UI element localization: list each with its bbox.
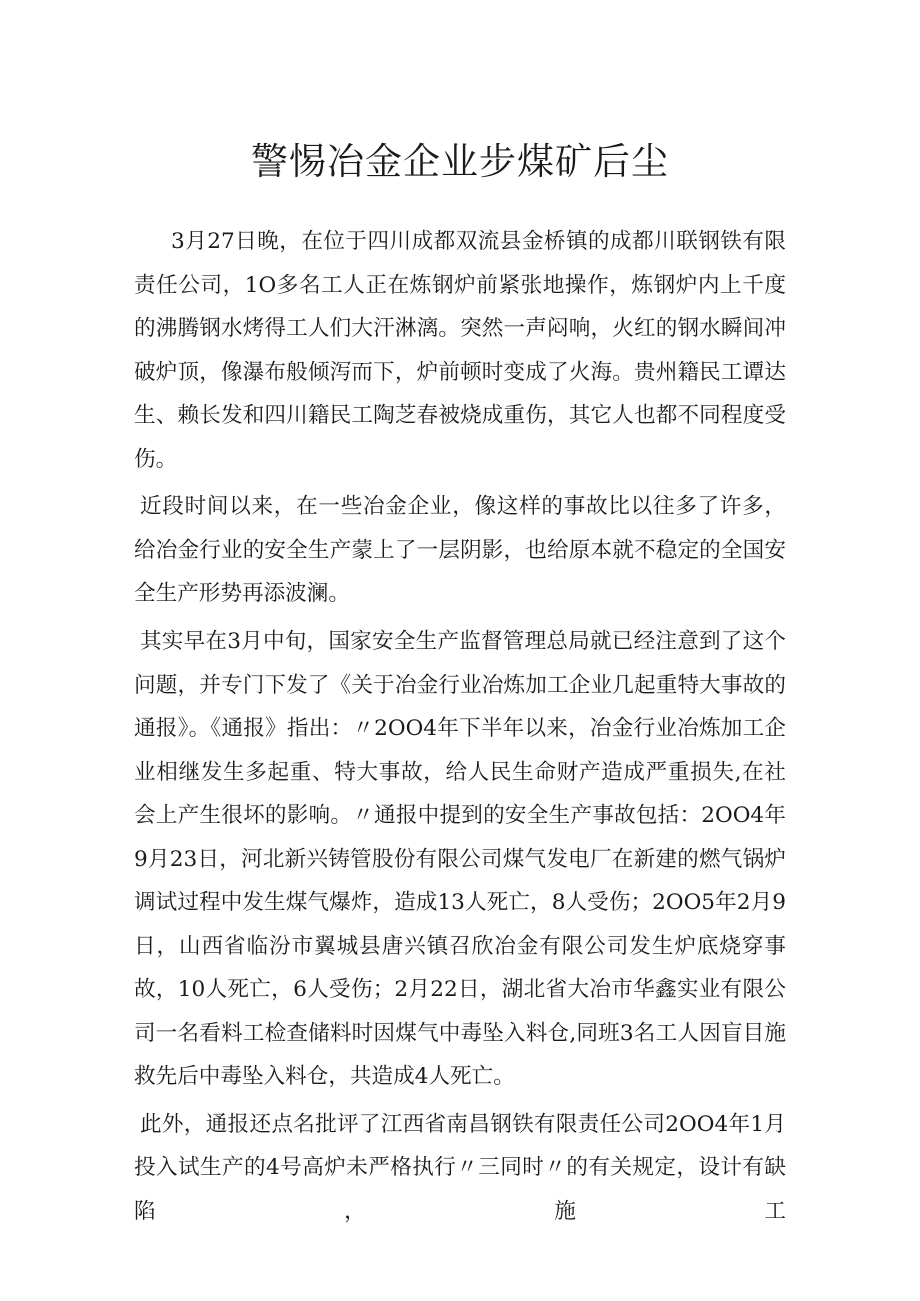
document-body	[134, 220, 786, 1238]
paragraph-4: 此外，通报还点名批评了江西省南昌钢铁有限责任公司2OO4年1月投入试生产的4号高炉未严格执行〃三同时〃的有关规定，设计有缺陷，施工	[134, 1111, 786, 1224]
document-title: 警惕冶金企业步煤矿后尘	[251, 140, 669, 183]
paragraph-2: 近段时间以来，在一些冶金企业，像这样的事故比以往多了许多，给冶金行业的安全生产蒙上了一层阴影，也给原本就不稳定的全国安全生产形势再添波澜。	[134, 494, 786, 607]
paragraph-3: 其实早在3月中旬，国家安全生产监督管理总局就已经注意到了这个问题，并专门下发了《关于冶金行业冶炼加工企业几起重特大事故的通报》。《通报》指出：〃2OO4年下半年以来，冶金行业冶炼加工企业相继发生多起重、特大事故，给人民生命财产造成严重损失,在社会上产生很坏的影响。〃通报中提到的安全生产事故包括：2OO4年9月23日，河北新兴铸管股份有限公司煤气发电厂在新建的燃气锅炉调试过程中发生煤气爆炸，造成13人死亡，8人受伤；2OO5年2月9日，山西省临汾市翼城县唐兴镇召欣冶金有限公司发生炉底烧穿事故，10人死亡，6人受伤；2月22日，湖北省大冶市华鑫实业有限公司一名看料工检查储料时因煤气中毒坠入料仓,同班3名工人因盲目施救先后中毒坠入料仓，共造成4人死亡。	[134, 629, 786, 1090]
paragraph-1: 3月27日晚，在位于四川成都双流县金桥镇的成都川联钢铁有限责任公司，1O多名工人正在炼钢炉前紧张地操作，炼钢炉内上千度的沸腾钢水烤得工人们大汗淋漓。突然一声闷响，火红的钢水瞬间冲破炉顶，像瀑布般倾泻而下，炉前顿时变成了火海。贵州籍民工谭达生、赖长发和四川籍民工陶芝春被烧成重伤，其它人也都不同程度受伤。	[134, 229, 786, 472]
